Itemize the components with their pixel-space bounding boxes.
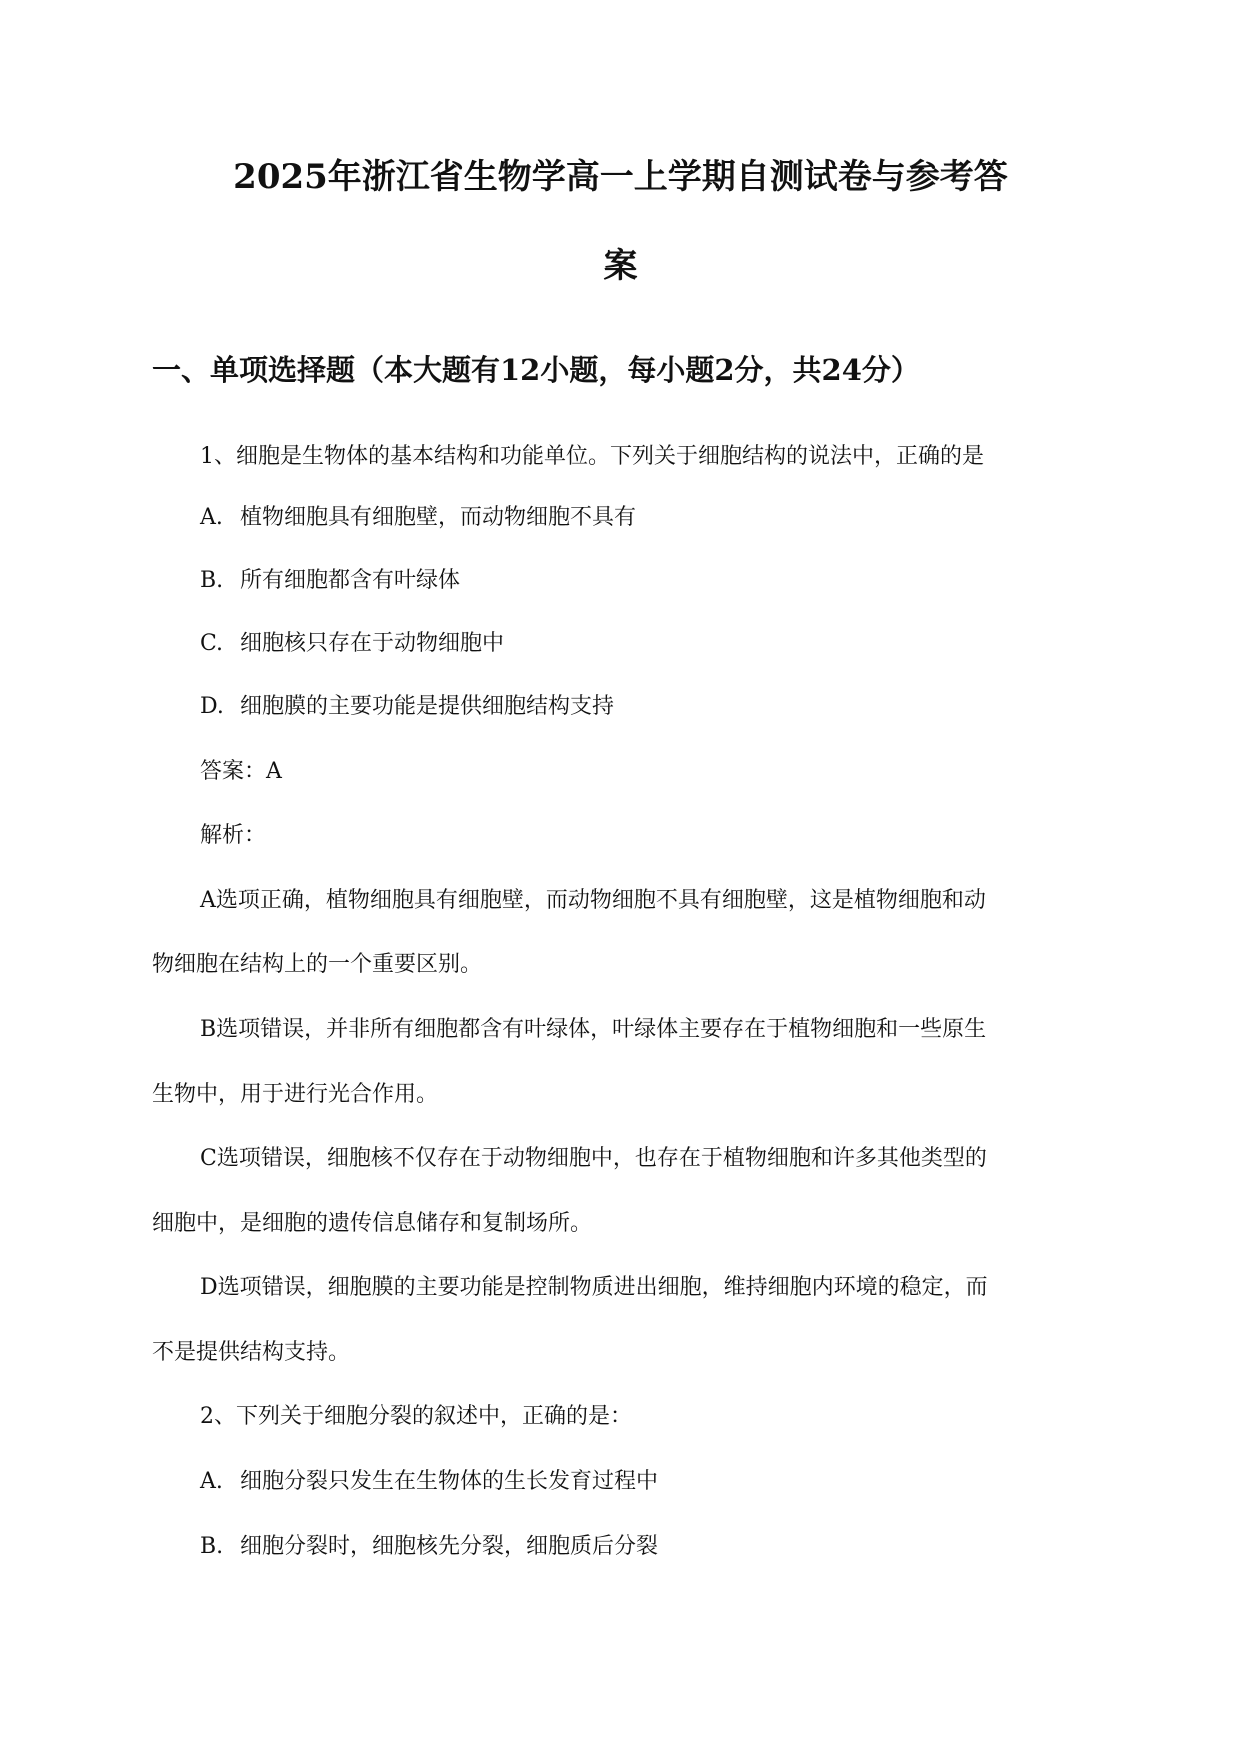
question-1-option-b (200, 566, 460, 596)
option-text: 所有细胞都含有叶绿体 (240, 568, 461, 593)
question-2-option-b (200, 1532, 658, 1562)
question-1-option-d (200, 692, 614, 722)
document-title-line-2: 案 (603, 246, 638, 286)
question-1-option-c (200, 629, 504, 659)
question-1-option-a (200, 503, 636, 533)
option-text: 细胞分裂只发生在生物体的生长发育过程中 (240, 1469, 659, 1494)
question-2-stem: 2、下列关于细胞分裂的叙述中，正确的是： (200, 1404, 632, 1429)
option-letter: B. (200, 568, 224, 593)
analysis-c-line-1: C选项错误，细胞核不仅存在于动物细胞中，也存在于植物细胞和许多其他类型的 (200, 1146, 987, 1171)
analysis-b-line-1: B选项错误，并非所有细胞都含有叶绿体，叶绿体主要存在于植物细胞和一些原生 (200, 1017, 987, 1042)
option-text: 细胞膜的主要功能是提供细胞结构支持 (240, 694, 615, 719)
option-text: 细胞分裂时，细胞核先分裂，细胞质后分裂 (240, 1534, 659, 1559)
option-letter: C. (200, 631, 224, 656)
option-text: 植物细胞具有细胞壁，而动物细胞不具有 (240, 505, 637, 530)
option-letter: D. (200, 694, 224, 719)
option-letter: A. (200, 1469, 223, 1494)
option-letter: A. (200, 505, 223, 530)
option-letter: B. (200, 1534, 224, 1559)
analysis-a-line-2: 物细胞在结构上的一个重要区别。 (152, 952, 483, 977)
analysis-d-line-1: D选项错误，细胞膜的主要功能是控制物质进出细胞，维持细胞内环境的稳定，而 (200, 1275, 988, 1300)
analysis-a-line-1: A选项正确，植物细胞具有细胞壁，而动物细胞不具有细胞壁，这是植物细胞和动 (200, 888, 986, 913)
document-title-line-1: 2025年浙江省生物学高一上学期自测试卷与参考答 (233, 157, 1008, 197)
question-1-answer: 答案：A (200, 759, 282, 784)
analysis-b-line-2: 生物中，用于进行光合作用。 (152, 1082, 439, 1107)
question-1-analysis-label: 解析： (200, 823, 267, 848)
analysis-c-line-2: 细胞中，是细胞的遗传信息储存和复制场所。 (152, 1211, 593, 1236)
question-2-option-a (200, 1467, 658, 1497)
option-text: 细胞核只存在于动物细胞中 (240, 631, 505, 656)
analysis-d-line-2: 不是提供结构支持。 (152, 1340, 351, 1365)
section-heading: 一、单项选择题（本大题有12小题，每小题2分，共24分） (152, 353, 920, 387)
question-1-stem: 1、细胞是生物体的基本结构和功能单位。下列关于细胞结构的说法中，正确的是 (200, 444, 984, 469)
